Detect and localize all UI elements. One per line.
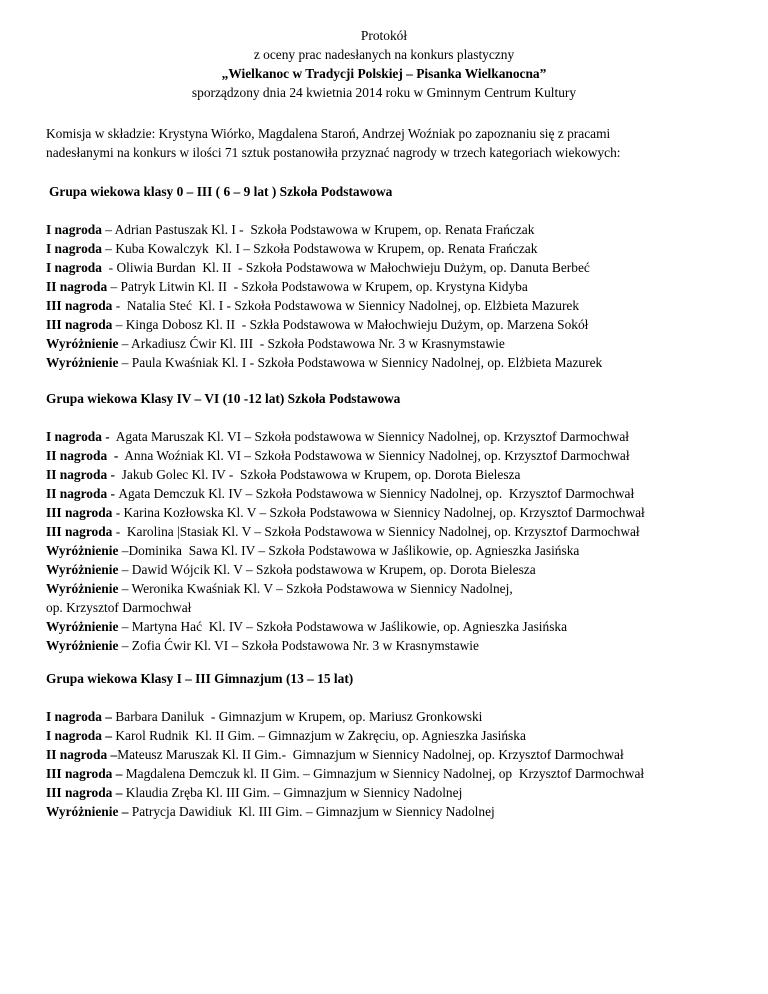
- award-label: Wyróżnienie: [46, 581, 119, 596]
- award-entry: [46, 802, 746, 821]
- award-entry: [46, 636, 746, 655]
- age-group-section: [46, 669, 746, 821]
- document-date-line: sporządzony dnia 24 kwietnia 2014 roku w Gminnym Centrum Kultury: [191, 85, 577, 100]
- award-text: – Weronika Kwaśniak Kl. V – Szkoła Podstawowa w Siennicy Nadolnej,: [118, 581, 513, 596]
- document-title: Protokół: [360, 28, 408, 43]
- age-group-section: [46, 389, 746, 655]
- document-header: [0, 26, 768, 102]
- award-label: III nagroda: [46, 524, 113, 539]
- award-entry: [46, 541, 746, 560]
- award-entry: [46, 503, 746, 522]
- award-text: Klaudia Zręba Kl. III Gim. – Gimnazjum w Siennicy Nadolnej: [122, 785, 463, 800]
- award-text: op. Krzysztof Darmochwał: [46, 600, 192, 615]
- award-text: Anna Woźniak Kl. VI – Szkoła Podstawowa w Siennicy Nadolnej, op. Krzysztof Darmochwał: [121, 448, 630, 463]
- award-label: Wyróżnienie: [46, 543, 119, 558]
- award-text: - Karina Kozłowska Kl. V – Szkoła Podstawowa w Siennicy Nadolnej, op. Krzysztof Darmochwał: [112, 505, 645, 520]
- award-text: – Paula Kwaśniak Kl. I - Szkoła Podstawowa w Siennicy Nadolnej, op. Elżbieta Mazurek: [118, 355, 603, 370]
- award-label: Wyróżnienie: [46, 355, 119, 370]
- intro-paragraph: [46, 124, 736, 162]
- award-label: I nagroda –: [46, 728, 112, 743]
- contest-name: „Wielkanoc w Tradycji Polskiej – Pisanka Wielkanocna”: [221, 66, 547, 81]
- award-entry: [46, 484, 746, 503]
- award-text: Magdalena Demczuk kl. II Gim. – Gimnazjum w Siennicy Nadolnej, op Krzysztof Darmochwał: [122, 766, 645, 781]
- award-text: - Karolina |Stasiak Kl. V – Szkoła Podstawowa w Siennicy Nadolnej, op. Krzysztof Darmochwał: [112, 524, 640, 539]
- award-entry: [46, 783, 746, 802]
- award-text: – Patryk Litwin Kl. II - Szkoła Podstawowa w Krupem, op. Krystyna Kidyba: [107, 279, 528, 294]
- award-label: II nagroda -: [46, 467, 119, 482]
- award-text: - Oliwia Burdan Kl. II - Szkoła Podstawowa w Małochwieju Dużym, op. Danuta Berbeć: [101, 260, 590, 275]
- award-label: I nagroda: [46, 222, 102, 237]
- award-text: Agata Maruszak Kl. VI – Szkoła podstawowa w Siennicy Nadolnej, op. Krzysztof Darmochwał: [113, 429, 630, 444]
- award-label: II nagroda: [46, 279, 108, 294]
- award-label: III nagroda: [46, 298, 113, 313]
- award-entry: [46, 579, 746, 598]
- award-entry: [46, 277, 746, 296]
- award-label: III nagroda –: [46, 785, 123, 800]
- award-label: I nagroda -: [46, 429, 114, 444]
- award-entry: [46, 707, 746, 726]
- award-label: Wyróżnienie –: [46, 804, 129, 819]
- award-entry: [46, 745, 746, 764]
- award-label: Wyróżnienie: [46, 619, 119, 634]
- award-text: Karol Rudnik Kl. II Gim. – Gimnazjum w Zakręciu, op. Agnieszka Jasińska: [111, 728, 526, 743]
- intro-line: nadesłanymi na konkurs w ilości 71 sztuk postanowiła przyznać nagrody w trzech kategoriach wiekowych:: [46, 145, 621, 160]
- award-text: – Arkadiusz Ćwir Kl. III - Szkoła Podstawowa Nr. 3 w Krasnymstawie: [118, 336, 505, 351]
- award-label: I nagroda –: [46, 709, 112, 724]
- award-label: Wyróżnienie: [46, 562, 119, 577]
- document-subtitle: z oceny prac nadesłanych na konkurs plastyczny: [253, 47, 515, 62]
- award-text: – Kinga Dobosz Kl. II - Szkła Podstawowa w Małochwieju Dużym, op. Marzena Sokół: [112, 317, 589, 332]
- award-entry: [46, 258, 746, 277]
- award-entry: [46, 220, 746, 239]
- intro-line: Komisja w składzie: Krystyna Wiórko, Magdalena Staroń, Andrzej Woźniak po zapoznaniu się z pracami: [46, 126, 611, 141]
- award-entry: [46, 522, 746, 541]
- award-text: – Martyna Hać Kl. IV – Szkoła Podstawowa w Jaślikowie, op. Agnieszka Jasińska: [118, 619, 568, 634]
- award-entry: [46, 764, 746, 783]
- award-text: Barbara Daniluk - Gimnazjum w Krupem, op. Mariusz Gronkowski: [111, 709, 483, 724]
- award-text: – Dawid Wójcik Kl. V – Szkoła podstawowa w Krupem, op. Dorota Bielesza: [118, 562, 536, 577]
- award-entry: [46, 239, 746, 258]
- age-group-section: [46, 182, 746, 372]
- award-list: [46, 220, 746, 372]
- award-entry: [46, 315, 746, 334]
- award-entry: [46, 334, 746, 353]
- award-entry: [46, 726, 746, 745]
- award-label: II nagroda -: [46, 448, 122, 463]
- award-text: - Natalia Steć Kl. I - Szkoła Podstawowa w Siennicy Nadolnej, op. Elżbieta Mazurek: [112, 298, 580, 313]
- group-heading: Grupa wiekowa Klasy IV – VI (10 -12 lat) Szkoła Podstawowa: [46, 391, 401, 406]
- award-entry: [46, 353, 746, 372]
- award-list: [46, 427, 746, 655]
- group-heading: Grupa wiekowa Klasy I – III Gimnazjum (13 – 15 lat): [46, 671, 354, 686]
- award-text: –Dominika Sawa Kl. IV – Szkoła Podstawowa w Jaślikowie, op. Agnieszka Jasińska: [118, 543, 580, 558]
- award-label: I nagroda: [46, 241, 102, 256]
- award-label: III nagroda: [46, 505, 113, 520]
- award-label: III nagroda: [46, 317, 113, 332]
- award-label: III nagroda –: [46, 766, 123, 781]
- award-entry: [46, 598, 746, 617]
- award-entry: [46, 427, 746, 446]
- award-label: II nagroda –: [46, 747, 118, 762]
- award-entry: [46, 446, 746, 465]
- award-text: – Adrian Pastuszak Kl. I - Szkoła Podstawowa w Krupem, op. Renata Frańczak: [101, 222, 535, 237]
- award-text: Agata Demczuk Kl. IV – Szkoła Podstawowa w Siennicy Nadolnej, op. Krzysztof Darmochwał: [118, 486, 635, 501]
- group-heading: Grupa wiekowa klasy 0 – III ( 6 – 9 lat ) Szkoła Podstawowa: [49, 184, 393, 199]
- award-entry: [46, 296, 746, 315]
- award-text: – Zofia Ćwir Kl. VI – Szkoła Podstawowa Nr. 3 w Krasnymstawie: [118, 638, 479, 653]
- award-list: [46, 707, 746, 821]
- award-label: II nagroda -: [46, 486, 119, 501]
- award-label: Wyróżnienie: [46, 336, 119, 351]
- award-entry: [46, 465, 746, 484]
- award-text: Jakub Golec Kl. IV - Szkoła Podstawowa w Krupem, op. Dorota Bielesza: [118, 467, 521, 482]
- award-entry: [46, 617, 746, 636]
- award-entry: [46, 560, 746, 579]
- award-text: Patrycja Dawidiuk Kl. III Gim. – Gimnazjum w Siennicy Nadolnej: [128, 804, 495, 819]
- award-text: Mateusz Maruszak Kl. II Gim.- Gimnazjum w Siennicy Nadolnej, op. Krzysztof Darmochwał: [117, 747, 624, 762]
- award-text: – Kuba Kowalczyk Kl. I – Szkoła Podstawowa w Krupem, op. Renata Frańczak: [101, 241, 538, 256]
- award-label: Wyróżnienie: [46, 638, 119, 653]
- award-label: I nagroda: [46, 260, 102, 275]
